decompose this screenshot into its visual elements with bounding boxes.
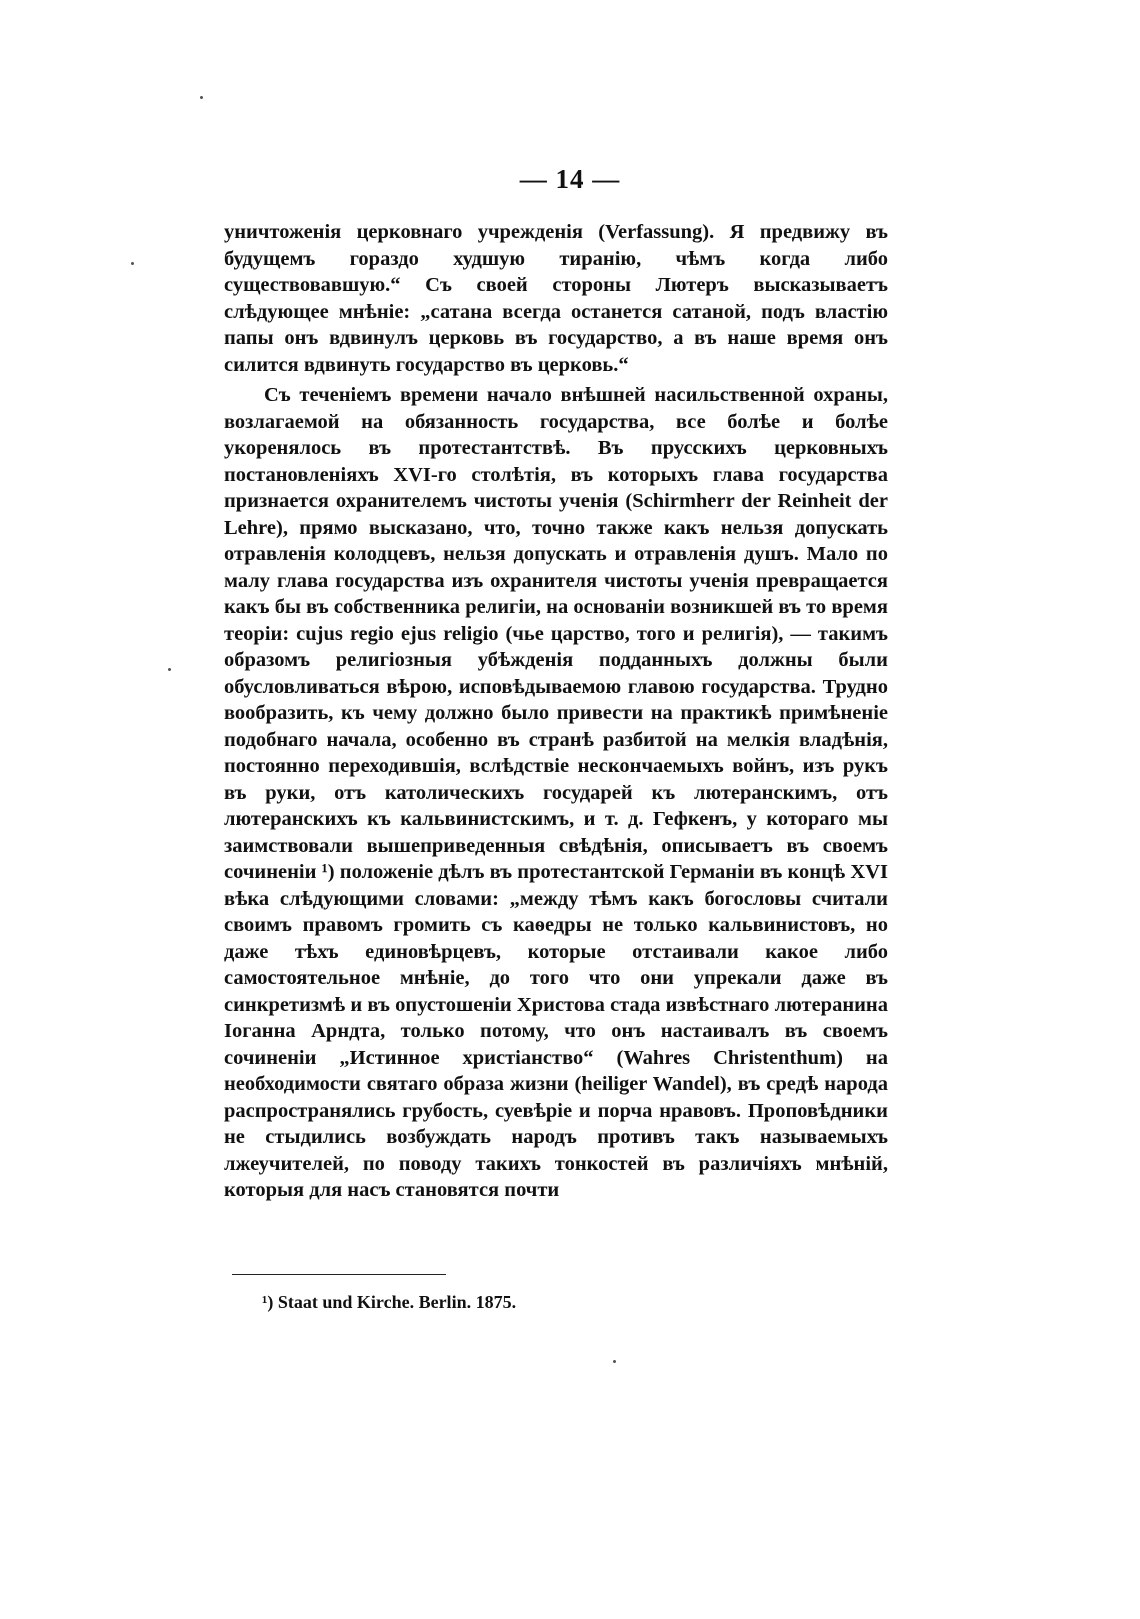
paragraph: Съ теченіемъ времени начало внѣшней насильственной охраны, возлагаемой на обязанность государства, все болѣе и болѣе укоренялось въ протестантствѣ. Въ прусскихъ церковныхъ постановленіяхъ XVI-го столѣтія, въ которыхъ глава государства признается охранителемъ чистоты ученія (Schirmherr der Reinheit der Lehre), прямо высказано, что, точно также какъ нельзя допускать отравленія колодцевъ, нельзя допускать и отравленія душъ. Мало по малу глава государства изъ охранителя чистоты ученія превращается какъ бы въ собственника религіи, на основаніи возникшей въ то время теоріи: cujus regio ejus religio (чье царство, того и религія), — такимъ образомъ религіозныя убѣжденія подданныхъ должны были обусловливаться вѣрою, исповѣдываемою главою государства. Трудно вообразить, къ чему должно было привести на практикѣ примѣненіе подобнаго начала, особенно въ странѣ разбитой на мелкія владѣнія, постоянно переходившія, вслѣдствіе нескончаемыхъ войнъ, изъ рукъ въ руки, отъ католическихъ государей къ лютеранскимъ, отъ лютеранскихъ къ кальвинистскимъ, и т. д. Гефкенъ, у котораго мы заимствовали вышеприведенныя свѣдѣнія, описываетъ въ своемъ сочиненіи ¹) положеніе дѣлъ въ протестантской Германіи въ концѣ XVI вѣка слѣдующими словами: „между тѣмъ какъ богословы считали своимъ правомъ громить съ каѳедры не только кальвинистовъ, но даже тѣхъ единовѣрцевъ, которые отстаивали какое либо самостоятельное мнѣніе, до того что они упрекали даже въ синкретизмѣ и въ опустошеніи Христова стада извѣстнаго лютеранина Іоганна Арндта, только потому, что онъ настаивалъ въ своемъ сочиненіи „Истинное христіанство“ (Wahres Christenthum) на необходимости святаго образа жизни (heiliger Wandel), въ средѣ народа распространялись грубость, суевѣріе и порча нравовъ. Проповѣдники не стыдились возбуждать народъ противъ такъ называемыхъ лжеучителей, по поводу такихъ тонкостей въ различіяхъ мнѣній, которыя для насъ становятся почти [224,384,888,1201]
scan-speck [131,262,134,265]
scan-speck [613,1360,616,1363]
footnote: ¹) Staat und Kirche. Berlin. 1875. [262,1292,517,1312]
page-number: — 14 — [519,164,621,194]
scan-speck [200,96,203,99]
footnote-separator [232,1274,446,1275]
scan-speck [168,668,171,671]
body-text [224,219,888,1204]
paragraph-continuation: уничтоженія церковнаго учрежденія (Verfassung). Я предвижу въ будущемъ гораздо худшую тиранію, чѣмъ когда либо существовавшую.“ Съ своей стороны Лютеръ высказываетъ слѣдующее мнѣніе: „сатана всегда останется сатаной, подъ властію папы онъ вдвинулъ церковь въ государство, а въ наше время онъ силится вдвинуть государство въ церковь.“ [224,221,888,376]
